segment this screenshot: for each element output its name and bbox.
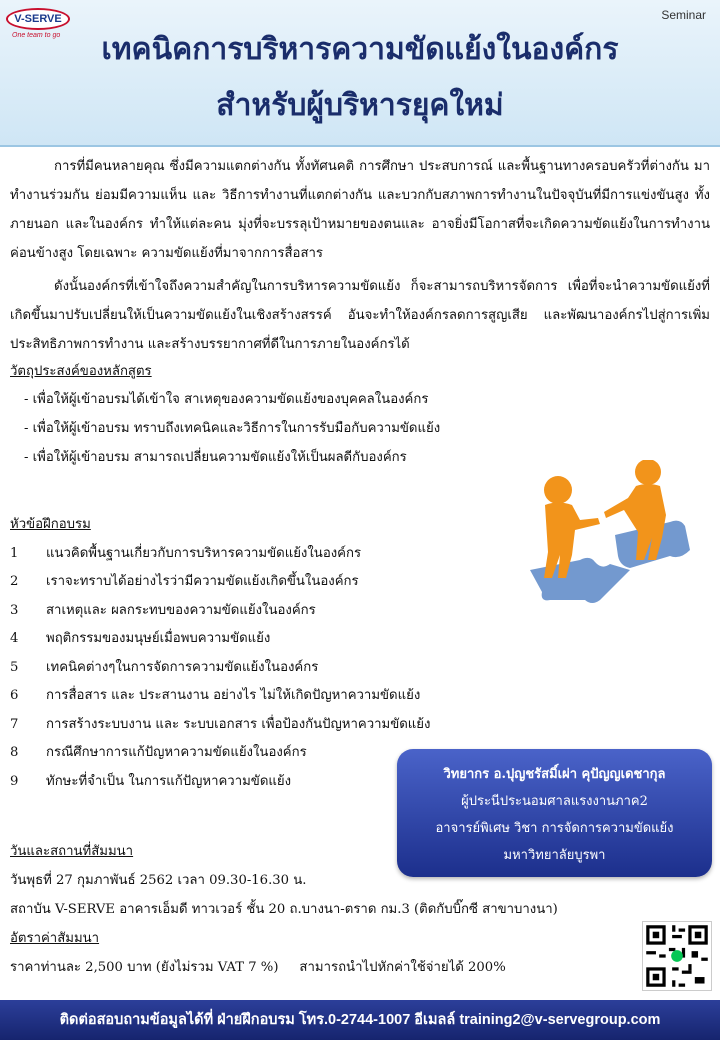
topic-number: 7 (10, 717, 19, 732)
topic-item (10, 713, 430, 734)
footer-contact: ติดต่อสอบถามข้อมูลได้ที่ ฝ่ายฝึกอบรม โทร.0-2744-1007 อีเมลล์ training2@v-servegroup.com (0, 1000, 720, 1040)
topic-number: 3 (10, 603, 19, 618)
line-logo-icon (671, 950, 683, 962)
topic-item (10, 542, 361, 563)
topic-number: 9 (10, 774, 19, 789)
topic-number: 1 (10, 546, 19, 561)
price-text: ราคาท่านละ 2,500 บาท (ยังไม่รวม VAT 7 %) สามารถนำไปหักค่าใช้จ่ายได้ 200% (10, 960, 506, 975)
topics-heading: หัวข้อฝึกอบรม (10, 517, 91, 532)
objective-item: - เพื่อให้ผู้เข้าอบรม ทราบถึงเทคนิคและวิธีการในการรับมือกับความขัดแย้ง (24, 421, 441, 436)
topic-item (10, 770, 291, 791)
logo-tagline: One team to go (12, 32, 61, 39)
topic-text: ทักษะที่จำเป็น ในการแก้ปัญหาความขัดแย้ง (46, 774, 292, 789)
intro-paragraph-2: ดังนั้นองค์กรที่เข้าใจถึงความสำคัญในการบริหารความขัดแย้ง ก็จะสามารถบริหารจัดการ เพื่อที่จะนำความขัดแย้งที่เกิดขึ้นมาปรับเปลี่ยนให้เป็นความขัดแย้งในเชิงสร้างสรรค์ อันจะทำให้องค์กรลดการสูญเสีย และพัฒนาองค์กรไปสู่การเพิ่มประสิทธิภาพการทำงาน และสร้างบรรยากาศที่ดีในการภายในองค์กรได้ (10, 279, 710, 352)
topic-text: แนวคิดพื้นฐานเกี่ยวกับการบริหารความขัดแย้งในองค์กร (46, 546, 362, 561)
objectives-heading: วัตถุประสงค์ของหลักสูตร (10, 364, 152, 379)
seminar-label: Seminar (661, 8, 706, 22)
speaker-credential: มหาวิทยาลัยบูรพา (503, 848, 606, 863)
topic-text: กรณีศึกษาการแก้ปัญหาความขัดแย้งในองค์กร (46, 745, 307, 760)
topic-number: 5 (10, 660, 19, 675)
page-title-line1: เทคนิคการบริหารความขัดแย้งในองค์กร (101, 32, 619, 67)
topic-item (10, 684, 420, 705)
topic-text: พฤติกรรมของมนุษย์เมื่อพบความขัดแย้ง (46, 631, 271, 646)
qr-code-icon[interactable] (642, 921, 712, 991)
topic-text: สาเหตุและ ผลกระทบของความขัดแย้งในองค์กร (46, 603, 316, 618)
speaker-box (397, 749, 712, 877)
topic-text: การสื่อสาร และ ประสานงาน อย่างไร ไม่ให้เกิดปัญหาความขัดแย้ง (46, 688, 421, 703)
speaker-name: วิทยากร อ.ปุญชรัสมิ์เผ่า คุปัญญเดชากุล (443, 767, 666, 782)
schedule-heading: วันและสถานที่สัมมนา (10, 844, 134, 859)
speaker-credential: ผู้ประนีประนอมศาลแรงงานภาค2 (461, 794, 648, 809)
topic-number: 8 (10, 745, 19, 760)
puzzle-piece-icon (530, 558, 630, 603)
topic-text: เราจะทราบได้อย่างไรว่ามีความขัดแย้งเกิดขึ้นในองค์กร (46, 574, 359, 589)
page-title-line2: สำหรับผู้บริหารยุคใหม่ (216, 88, 504, 123)
header (0, 0, 720, 147)
topic-item (10, 570, 359, 591)
schedule-date: วันพุธที่ 27 กุมภาพันธ์ 2562 เวลา 09.30-16.30 น. (10, 873, 307, 888)
puzzle-people-illustration (520, 460, 700, 610)
topic-text: เทคนิคต่างๆในการจัดการความขัดแย้งในองค์กร (46, 660, 319, 675)
objective-item: - เพื่อให้ผู้เข้าอบรมได้เข้าใจ สาเหตุของความขัดแย้งของบุคคลในองค์กร (24, 392, 429, 407)
topic-item (10, 741, 307, 762)
topic-item (10, 599, 316, 620)
topic-number: 2 (10, 574, 19, 589)
objective-item: - เพื่อให้ผู้เข้าอบรม สามารถเปลี่ยนความขัดแย้งให้เป็นผลดีกับองค์กร (24, 450, 407, 465)
topic-number: 4 (10, 631, 19, 646)
logo-oval: V-SERVE (6, 8, 70, 30)
topic-item (10, 627, 270, 648)
price-heading: อัตราค่าสัมมนา (10, 931, 100, 946)
topic-text: การสร้างระบบงาน และ ระบบเอกสาร เพื่อป้องกันปัญหาความขัดแย้ง (46, 717, 431, 732)
speaker-credential: อาจารย์พิเศษ วิชา การจัดการความขัดแย้ง (435, 821, 674, 836)
topic-number: 6 (10, 688, 19, 703)
schedule-venue: สถาบัน V-SERVE อาคารเอ็มดี ทาวเวอร์ ชั้น 20 ถ.บางนา-ตราด กม.3 (ติดกับบิ๊กซี สาขาบางนา) (10, 902, 558, 917)
intro-section (10, 152, 710, 472)
topic-item (10, 656, 318, 677)
intro-paragraph-1: การที่มีคนหลายคุณ ซึ่งมีความแตกต่างกัน ทั้งทัศนคติ การศึกษา ประสบการณ์ และพื้นฐานทางครอบครัวที่ต่างกัน มาทำงานร่วมกัน ย่อมมีความแห็น และ วิธีการทำงานที่แตกต่างกัน และบวกกับสภาพการทำงานในปัจจุบันที่มีการแข่งขันสูง ทั้งภายนอก และในองค์กร ทำให้แต่ละคน มุ่งที่จะบรรลุเป้าหมายของตนและ อาจยิ่งมีโอกาสที่จะเกิดความขัดแย้งในการทำงานค่อนข้างสูง โดยเฉพาะ ความขัดแย้งที่มาจากการสื่อสาร (10, 159, 710, 261)
